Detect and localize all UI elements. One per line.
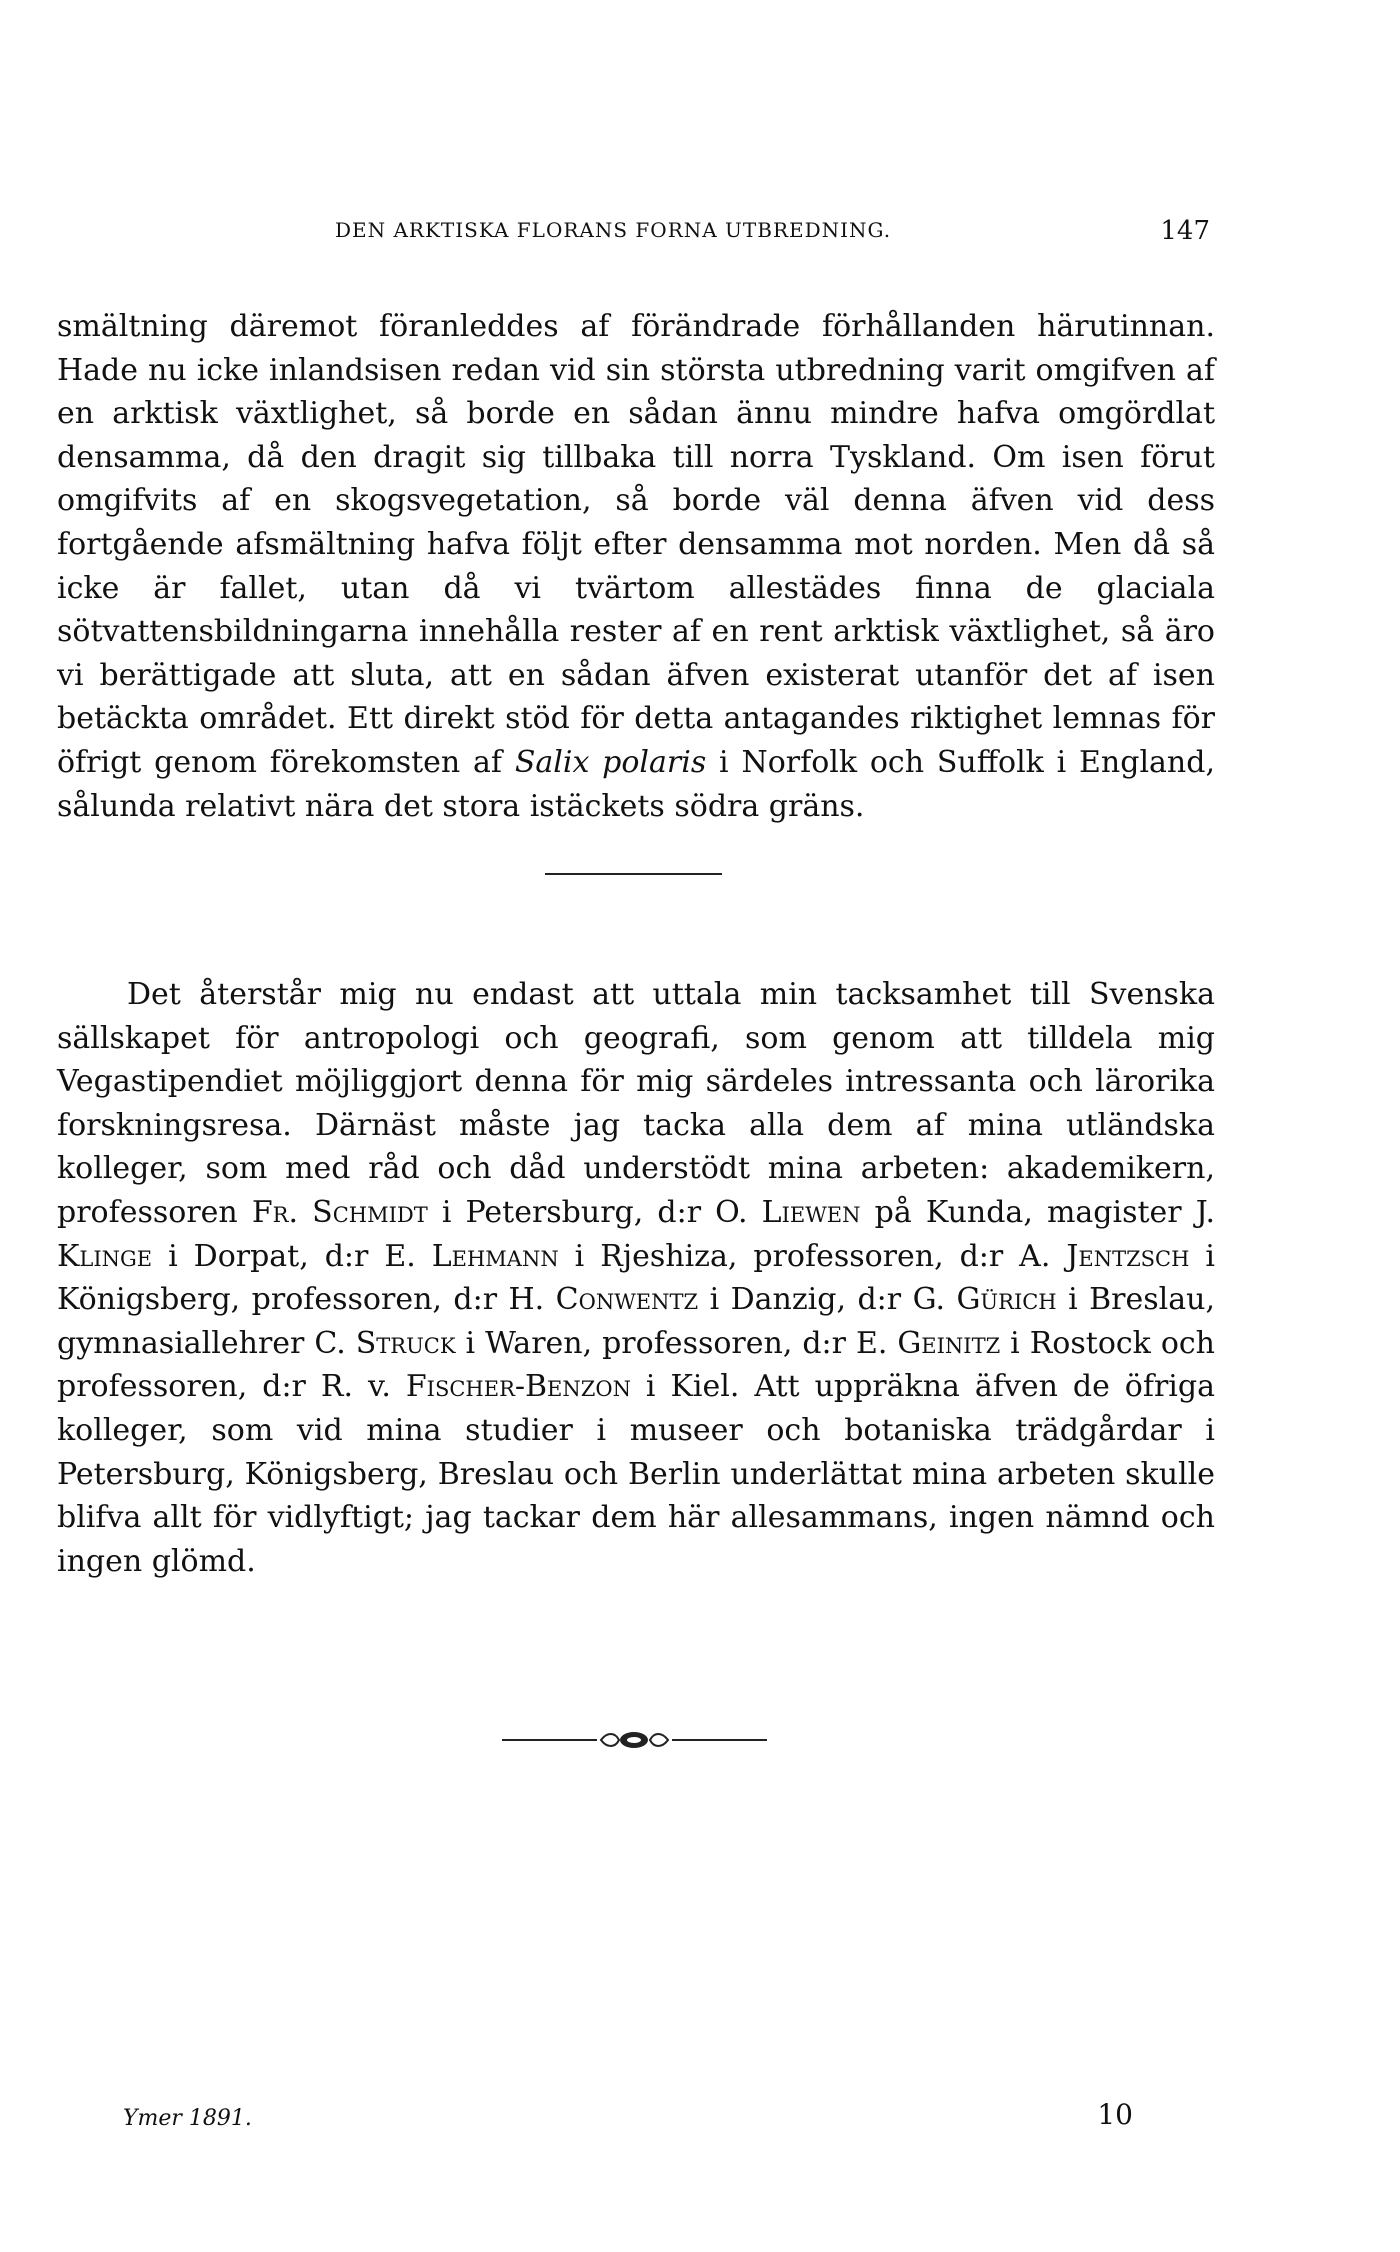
person-name: Geinitz — [897, 1325, 1001, 1361]
ack-text: i Breslau, gymnasiallehrer C. — [57, 1282, 1216, 1361]
running-header — [335, 218, 1210, 248]
ornament-line-right — [672, 1739, 767, 1741]
person-name: Liewen — [761, 1194, 861, 1230]
person-name: Lehmann — [431, 1238, 559, 1274]
ack-text: i Danzig, d:r G. — [698, 1282, 957, 1318]
page-number: 147 — [1160, 216, 1210, 246]
person-name: Fischer-Benzon — [405, 1369, 631, 1405]
ack-text: Det återstår mig nu endast att uttala min tacksamhet till Svenska sällskapet för antropologi och geografi, som genom att tilldela mig Vegastipendiet möjliggjort denna för mig särdeles intressanta och lärorika forskningsresa. Därnäst måste jag tacka alla dem af mina utländska kolleger, som med råd och dåd understödt mina arbeten: akademikern, professoren — [57, 977, 1215, 1230]
ack-text: i Rjeshiza, professoren, d:r A. — [558, 1238, 1067, 1274]
end-ornament — [502, 1728, 767, 1752]
ack-text: i Rostock och professoren, d:r R. v. — [57, 1325, 1216, 1405]
person-name: Klinge — [57, 1238, 153, 1274]
ack-text: i Königsberg, professoren, d:r H. — [57, 1238, 1216, 1318]
paragraph-text-after-italic: i Norfolk och Suffolk i England, sålunda relativt nära det stora istäckets södra gräns. — [57, 744, 1215, 824]
fleuron-icon — [597, 1728, 672, 1752]
ack-text: i Waren, professoren, d:r E. — [455, 1325, 898, 1361]
paragraph-acknowledgements — [57, 973, 1215, 1583]
paragraph-text-before-italic: smältning däremot föranleddes af förändrade förhållanden härutinnan. Hade nu icke inlandsisen redan vid sin största utbredning varit omgifven af en arktisk växtlighet, så borde en sådan ännu mindre hafva omgördlat densamma, då den dragit sig tillbaka till norra Tyskland. Om isen förut omgifvits af en skogsvegetation, så borde väl denna äfven vid dess fortgående afsmältning hafva följt efter densamma mot norden. Men då så icke är fallet, utan då vi tvärtom allestädes finna de glaciala sötvattensbildningarna innehålla rester af en rent arktisk växtlighet, så äro vi berättigade att sluta, att en sådan äfven existerat utanför det af isen betäckta området. Ett direkt stöd för detta antagandes riktighet lemnas för öfrigt genom förekomsten af — [57, 309, 1215, 780]
ack-text: på Kunda, magister J. — [860, 1194, 1216, 1230]
species-name: Salix polaris — [514, 744, 707, 780]
ack-text: i Petersburg, d:r O. — [427, 1194, 762, 1230]
person-name: Fr. Schmidt — [251, 1194, 428, 1230]
page-footer — [123, 2098, 1133, 2138]
person-name: Gürich — [956, 1282, 1057, 1318]
person-name: Conwentz — [555, 1282, 699, 1318]
ornament-line-left — [502, 1739, 597, 1741]
running-title: DEN ARKTISKA FLORANS FORNA UTBREDNING. — [335, 218, 892, 242]
person-name: Jentzsch — [1066, 1238, 1190, 1274]
ack-text: i Kiel. Att uppräkna äfven de öfriga kolleger, som vid mina studier i museer och botaniska trädgårdar i Petersburg, Königsberg, Breslau och Berlin underlättat mina arbeten skulle blifva allt för vidlyftigt; jag tackar dem här allesammans, ingen nämnd och ingen glömd. — [57, 1369, 1215, 1579]
section-divider — [545, 873, 722, 875]
paragraph-arctic-flora — [57, 305, 1215, 828]
signature-mark: 10 — [1097, 2098, 1133, 2131]
ack-text: i Dorpat, d:r E. — [152, 1238, 432, 1274]
person-name: Struck — [355, 1325, 456, 1361]
journal-citation: Ymer 1891. — [123, 2106, 252, 2131]
